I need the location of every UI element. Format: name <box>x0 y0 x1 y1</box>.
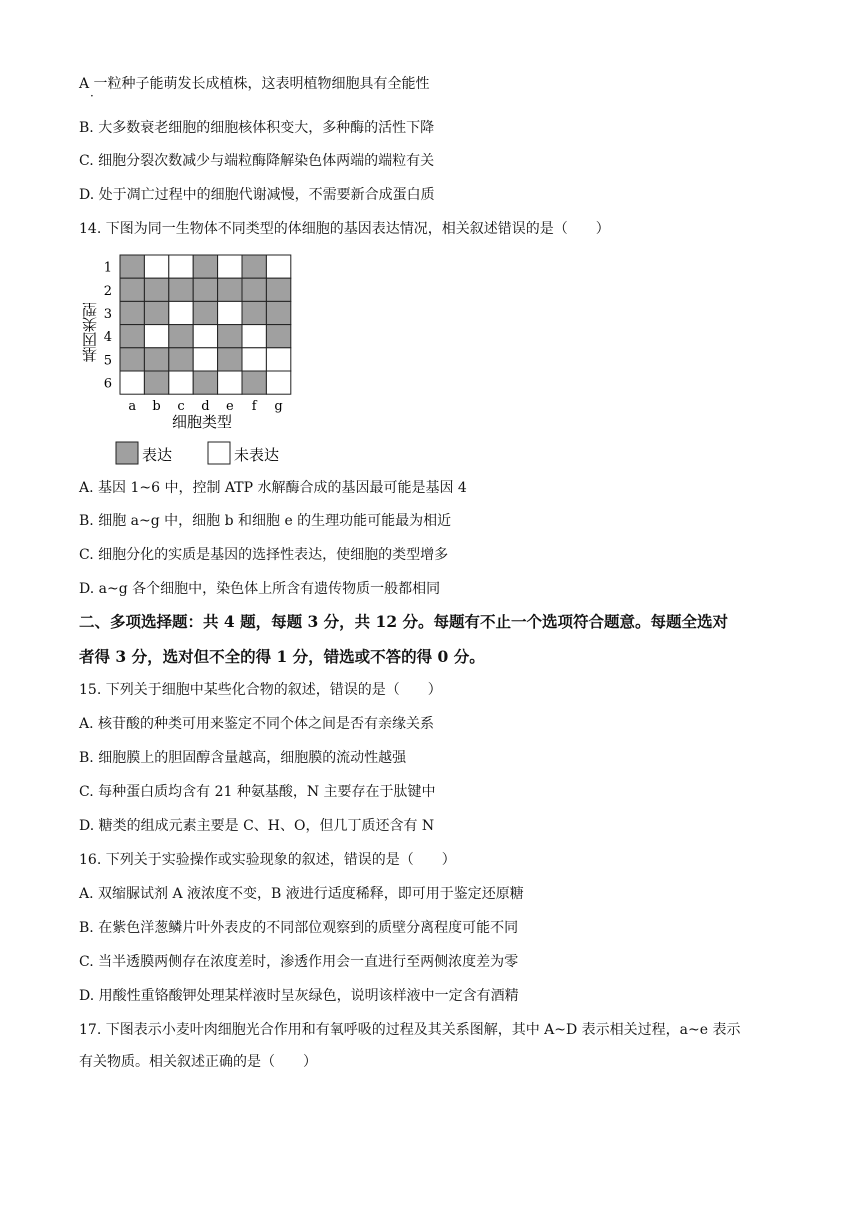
grid-cell-gene4-c <box>169 325 193 348</box>
grid-cell-gene3-e <box>218 301 242 324</box>
cell-axis-label: 细胞类型 <box>171 413 233 431</box>
grid-cell-gene2-b <box>144 278 168 301</box>
grid-cell-gene1-c <box>169 255 193 278</box>
q17-stem-line1: 17. 下图表示小麦叶肉细胞光合作用和有氧呼吸的过程及其关系图解，其中 A~D 表示相关过程，a~e 表示 <box>79 1022 741 1038</box>
legend-expressed-swatch <box>116 442 138 464</box>
grid-cell-gene4-g <box>266 325 290 348</box>
grid-cell-gene6-b <box>144 371 168 394</box>
grid-cell-gene5-e <box>218 348 242 371</box>
grid-cell-gene3-c <box>169 301 193 324</box>
section2-heading-line2: 者得 3 分，选对但不全的得 1 分，错选或不答的得 0 分。 <box>79 647 485 666</box>
grid-cell-gene1-b <box>144 255 168 278</box>
grid-cell-gene2-a <box>120 278 144 301</box>
grid-cell-gene6-e <box>218 371 242 394</box>
grid-cell-gene6-c <box>169 371 193 394</box>
col-label: c <box>177 399 185 415</box>
grid-cell-gene2-f <box>242 278 266 301</box>
col-label: g <box>274 399 283 415</box>
q15-option-d: D. 糖类的组成元素主要是 C、H、O，但几丁质还含有 N <box>79 818 435 834</box>
q16-option-d: D. 用酸性重铬酸钾处理某样液时呈灰绿色，说明该样液中一定含有酒精 <box>79 988 519 1004</box>
grid-cell-gene5-a <box>120 348 144 371</box>
grid-cell-gene1-e <box>218 255 242 278</box>
grid-cell-gene2-c <box>169 278 193 301</box>
col-label: b <box>152 399 161 415</box>
row-label: 2 <box>103 283 112 299</box>
row-label: 6 <box>103 376 112 392</box>
q14-option-d: D. a~g 各个细胞中，染色体上所含有遗传物质一般都相同 <box>79 581 441 597</box>
row-label: 1 <box>103 260 112 276</box>
q15-option-a: A. 核苷酸的种类可用来鉴定不同个体之间是否有亲缘关系 <box>79 716 435 732</box>
grid-cell-gene1-d <box>193 255 217 278</box>
q14-stem: 14. 下图为同一生物体不同类型的体细胞的基因表达情况，相关叙述错误的是（ ） <box>79 221 610 237</box>
q13-option-d: D. 处于凋亡过程中的细胞代谢减慢，不需要新合成蛋白质 <box>79 187 435 203</box>
grid-cell-gene6-f <box>242 371 266 394</box>
q14-option-a: A. 基因 1~6 中，控制 ATP 水解酶合成的基因最可能是基因 4 <box>79 480 467 496</box>
q14-option-c: C. 细胞分化的实质是基因的选择性表达，使细胞的类型增多 <box>79 547 449 563</box>
grid-cell-gene5-g <box>266 348 290 371</box>
col-label: d <box>201 399 210 415</box>
q17-stem-line2: 有关物质。相关叙述正确的是（ ） <box>79 1054 317 1070</box>
grid-cell-gene1-a <box>120 255 144 278</box>
row-label: 4 <box>103 330 112 346</box>
grid-cell-gene3-d <box>193 301 217 324</box>
row-label: 3 <box>103 307 112 322</box>
grid-cell-gene3-f <box>242 301 266 324</box>
grid-cell-gene6-d <box>193 371 217 394</box>
q16-stem: 16. 下列关于实验操作或实验现象的叙述，错误的是（ ） <box>79 852 456 868</box>
q13-option-a: A 一粒种子能萌发长成植株，这表明植物细胞具有全能性 <box>79 76 430 92</box>
col-label: e <box>225 399 234 415</box>
q16-option-c: C. 当半透膜两侧存在浓度差时，渗透作用会一直进行至两侧浓度差为零 <box>79 954 519 970</box>
grid-cell-gene4-b <box>144 325 168 348</box>
grid-cell-gene1-g <box>266 255 290 278</box>
legend-expressed-label: 表达 <box>142 446 173 464</box>
q14-option-b: B. 细胞 a~g 中，细胞 b 和细胞 e 的生理功能可能最为相近 <box>79 513 452 529</box>
grid-cell-gene6-g <box>266 371 290 394</box>
grid-cell-gene3-g <box>266 301 290 324</box>
grid-cell-gene5-d <box>193 348 217 371</box>
q15-option-c: C. 每种蛋白质均含有 21 种氨基酸，N 主要存在于肽键中 <box>79 784 436 800</box>
q13-option-b: B. 大多数衰老细胞的细胞核体积变大，多种酶的活性下降 <box>79 120 435 136</box>
legend-not-expressed-swatch <box>208 442 230 464</box>
row-label: 5 <box>103 353 112 369</box>
q13-option-c: C. 细胞分裂次数减少与端粒酶降解染色体两端的端粒有关 <box>79 153 435 169</box>
grid-cell-gene5-b <box>144 348 168 371</box>
legend-not-expressed-label: 未表达 <box>234 446 280 464</box>
grid-cell-gene2-g <box>266 278 290 301</box>
q16-option-a: A. 双缩脲试剂 A 液浓度不变，B 液进行适度稀释，即可用于鉴定还原糖 <box>79 886 524 902</box>
q15-option-b: B. 细胞膜上的胆固醇含量越高，细胞膜的流动性越强 <box>79 750 407 766</box>
grid-cell-gene4-d <box>193 325 217 348</box>
q15-stem: 15. 下列关于细胞中某些化合物的叙述，错误的是（ ） <box>79 682 442 698</box>
grid-cell-gene1-f <box>242 255 266 278</box>
col-label: f <box>251 399 257 415</box>
gene-axis-label: 基因类型 <box>81 302 99 362</box>
grid-cell-gene2-d <box>193 278 217 301</box>
stray-dot: · <box>90 89 94 103</box>
grid-cell-gene3-a <box>120 301 144 324</box>
grid-cell-gene2-e <box>218 278 242 301</box>
q16-option-b: B. 在紫色洋葱鳞片叶外表皮的不同部位观察到的质壁分离程度可能不同 <box>79 920 519 936</box>
gene-expression-figure <box>80 252 300 472</box>
grid-cell-gene3-b <box>144 301 168 324</box>
section2-heading-line1: 二、多项选择题：共 4 题，每题 3 分，共 12 分。每题有不止一个选项符合题意。每题全选对 <box>79 612 729 631</box>
col-label: a <box>128 399 137 415</box>
grid-cell-gene4-f <box>242 325 266 348</box>
grid-cell-gene5-f <box>242 348 266 371</box>
grid-cell-gene5-c <box>169 348 193 371</box>
grid-cell-gene6-a <box>120 371 144 394</box>
grid-cell-gene4-a <box>120 325 144 348</box>
grid-cell-gene4-e <box>218 325 242 348</box>
